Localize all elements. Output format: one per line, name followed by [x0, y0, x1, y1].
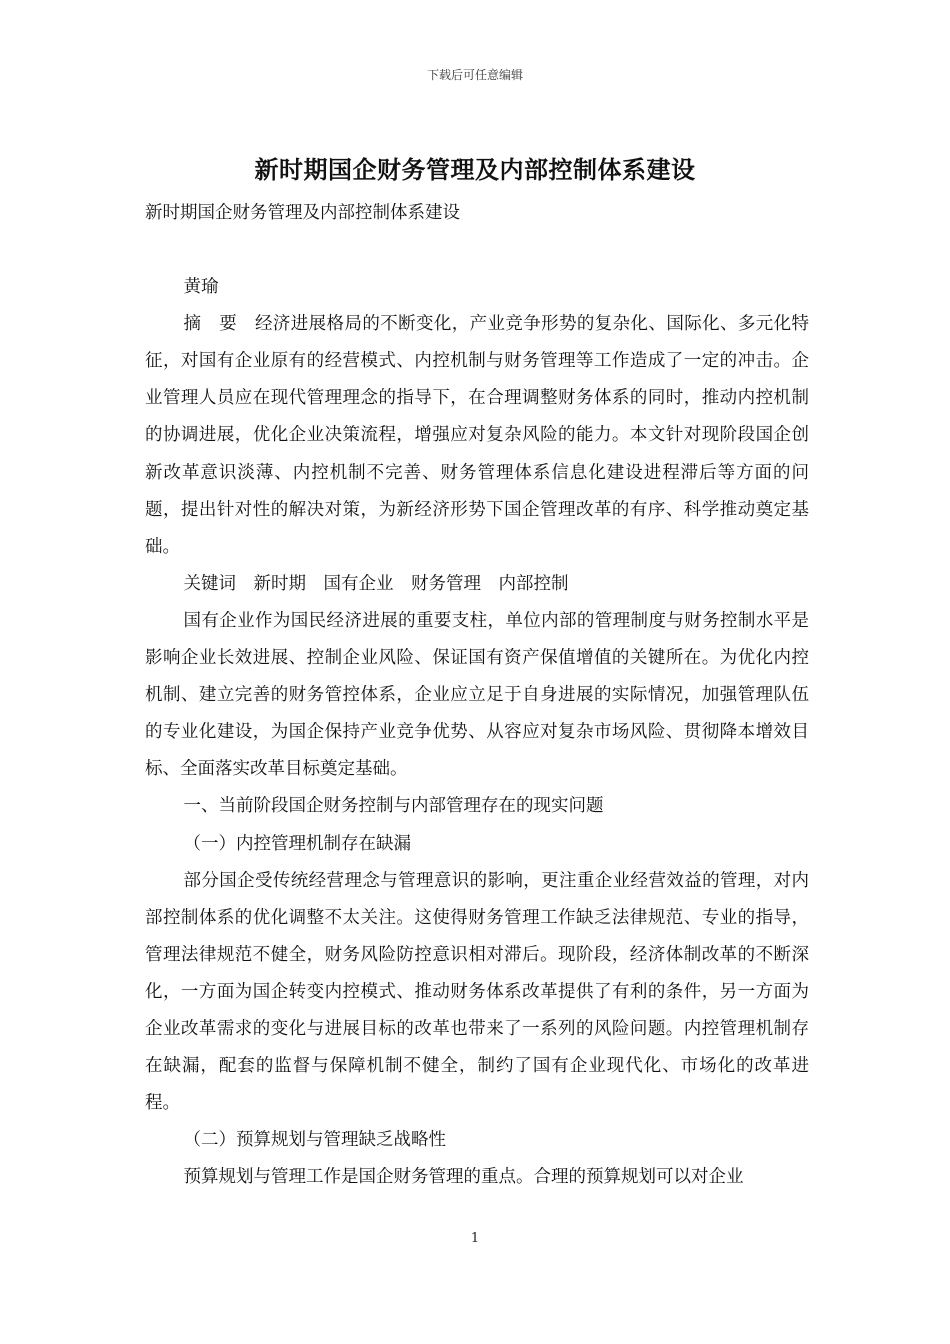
subsection-2-paragraph: 预算规划与管理工作是国企财务管理的重点。合理的预算规划可以对企业 [183, 1167, 744, 1188]
page-number: 1 [470, 1231, 480, 1246]
document-subtitle: 新时期国企财务管理及内部控制体系建设 [145, 203, 460, 223]
abstract-paragraph: 摘 要 经济进展格局的不断变化，产业竞争形势的复杂化、国际化、多元化特征，对国有企业原有的经营模式、内控机制与财务管理等工作造成了一定的冲击。企业管理人员应在现代管理理念的指导下，在合理调整财务体系的同时，推动内控机制的协调进展，优化企业决策流程，增强应对复杂风险的能力。本文针对现阶段国企创新改革意识淡薄、内控机制不完善、财务管理体系信息化建设进程滞后等方面的问题，提出针对性的解决对策，为新经济形势下国企管理改革的有序、科学推动奠定基础。 [145, 314, 809, 557]
document-body [145, 195, 809, 1196]
blank-line [145, 232, 809, 269]
keywords-line: 关键词 新时期 国有企业 财务管理 内部控制 [183, 573, 569, 594]
subsection-heading-1: （一）内控管理机制存在缺漏 [183, 833, 411, 854]
subsection-heading-2: （二）预算规划与管理缺乏战略性 [183, 1130, 446, 1151]
header-note: 下载后可任意编辑 [426, 68, 523, 82]
intro-paragraph: 国有企业作为国民经济进展的重要支柱，单位内部的管理制度与财务控制水平是影响企业长效进展、控制企业风险、保证国有资产保值增值的关键所在。为优化内控机制、建立完善的财务管控体系，企业应立足于自身进展的实际情况，加强管理队伍的专业化建设，为国企保持产业竞争优势、从容应对复杂市场风险、贯彻降本增效目标、全面落实改革目标奠定基础。 [145, 610, 809, 780]
author-name: 黄瑜 [183, 277, 219, 298]
subsection-1-paragraph: 部分国企受传统经营理念与管理意识的影响，更注重企业经营效益的管理，对内部控制体系的优化调整不太关注。这使得财务管理工作缺乏法律规范、专业的指导，管理法律规范不健全，财务风险防控意识相对滞后。现阶段，经济体制改革的不断深化，一方面为国企转变内控模式、推动财务体系改革提供了有利的条件，另一方面为企业改革需求的变化与进展目标的改革也带来了一系列的风险问题。内控管理机制存在缺漏，配套的监督与保障机制不健全，制约了国有企业现代化、市场化的改革进程。 [145, 870, 809, 1114]
section-heading-1: 一、当前阶段国企财务控制与内部管理存在的现实问题 [183, 796, 604, 817]
document-title: 新时期国企财务管理及内部控制体系建设 [254, 155, 696, 184]
